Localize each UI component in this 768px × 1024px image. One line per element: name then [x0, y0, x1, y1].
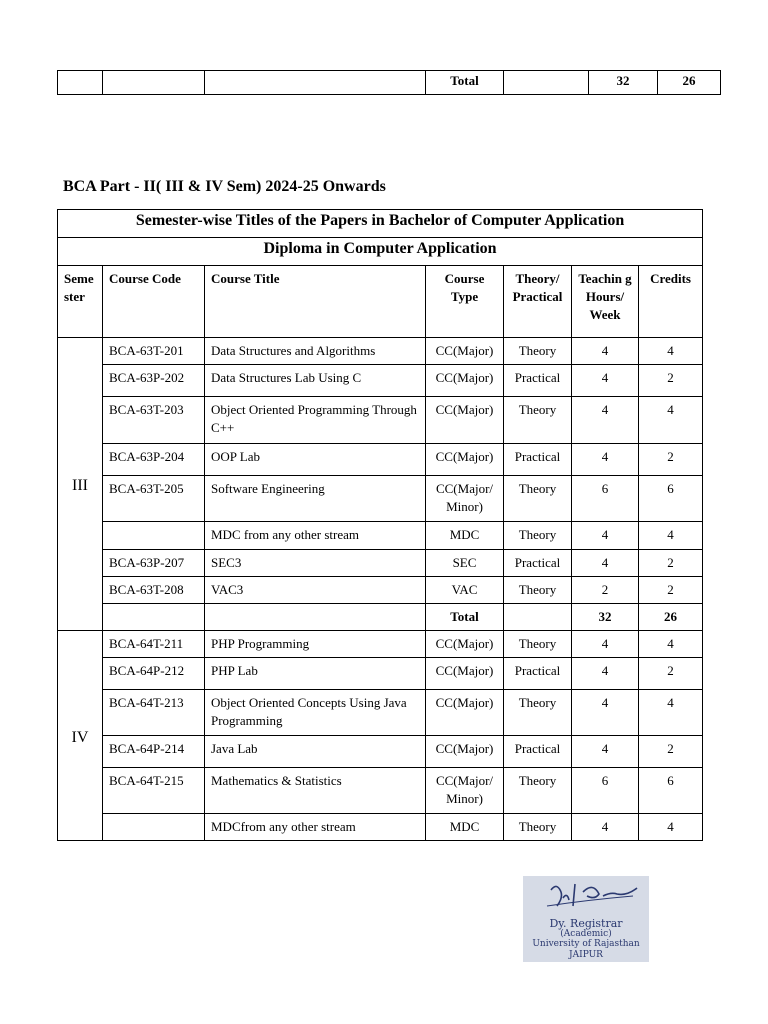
registrar-stamp — [523, 876, 649, 962]
theory-practical: Practical — [504, 365, 572, 397]
course-title: Mathematics & Statistics — [205, 768, 426, 814]
total-hours: 32 — [589, 71, 658, 95]
teaching-hours: 6 — [572, 476, 639, 522]
course-code: BCA-64T-213 — [103, 690, 205, 736]
semester-iv-label: IV — [58, 631, 103, 841]
header-credits: Credits — [639, 266, 703, 338]
course-type: CC(Major/ Minor) — [426, 476, 504, 522]
course-code: BCA-64P-214 — [103, 736, 205, 768]
theory-practical: Practical — [504, 444, 572, 476]
credits: 4 — [639, 814, 703, 841]
course-code: BCA-63T-203 — [103, 397, 205, 444]
credits: 4 — [639, 397, 703, 444]
semester-total-hours: 32 — [572, 604, 639, 631]
teaching-hours: 4 — [572, 550, 639, 577]
course-type: CC(Major) — [426, 397, 504, 444]
theory-practical: Theory — [504, 577, 572, 604]
course-title: VAC3 — [205, 577, 426, 604]
table-title: Semester-wise Titles of the Papers in Bachelor of Computer Application — [58, 210, 703, 238]
header-course-type: Course Type — [426, 266, 504, 338]
course-code: BCA-64T-211 — [103, 631, 205, 658]
theory-practical: Theory — [504, 768, 572, 814]
course-code: BCA-64P-212 — [103, 658, 205, 690]
empty-cell — [103, 604, 205, 631]
teaching-hours: 4 — [572, 444, 639, 476]
total-credits: 26 — [658, 71, 721, 95]
theory-practical: Practical — [504, 658, 572, 690]
course-row — [58, 736, 703, 768]
course-row — [58, 577, 703, 604]
credits: 2 — [639, 365, 703, 397]
credits: 4 — [639, 631, 703, 658]
course-type: VAC — [426, 577, 504, 604]
course-type: CC(Major) — [426, 444, 504, 476]
header-course-title: Course Title — [205, 266, 426, 338]
credits: 6 — [639, 476, 703, 522]
course-title: Object Oriented Programming Through C++ — [205, 397, 426, 444]
stamp-title: Dy. Registrar — [549, 917, 623, 930]
course-code: BCA-64T-215 — [103, 768, 205, 814]
course-code: BCA-63T-201 — [103, 338, 205, 365]
theory-practical: Theory — [504, 338, 572, 365]
teaching-hours: 4 — [572, 690, 639, 736]
course-title: Data Structures and Algorithms — [205, 338, 426, 365]
course-type: MDC — [426, 522, 504, 550]
course-title: MDC from any other stream — [205, 522, 426, 550]
semester-iii-label: III — [58, 338, 103, 631]
course-row — [58, 338, 703, 365]
course-row — [58, 444, 703, 476]
teaching-hours: 4 — [572, 631, 639, 658]
teaching-hours: 4 — [572, 397, 639, 444]
course-title: SEC3 — [205, 550, 426, 577]
total-label: Total — [426, 71, 504, 95]
teaching-hours: 4 — [572, 814, 639, 841]
teaching-hours: 4 — [572, 365, 639, 397]
teaching-hours: 4 — [572, 736, 639, 768]
semester-total-label: Total — [426, 604, 504, 631]
table-subtitle-row — [58, 238, 703, 266]
course-row — [58, 476, 703, 522]
header-theory-practical: Theory/ Practical — [504, 266, 572, 338]
course-code: BCA-63P-207 — [103, 550, 205, 577]
credits: 4 — [639, 690, 703, 736]
header-teaching-hours: Teachin g Hours/ Week — [572, 266, 639, 338]
course-type: MDC — [426, 814, 504, 841]
credits: 6 — [639, 768, 703, 814]
credits: 4 — [639, 338, 703, 365]
course-row — [58, 550, 703, 577]
course-title: Object Oriented Concepts Using Java Programming — [205, 690, 426, 736]
teaching-hours: 2 — [572, 577, 639, 604]
course-type: CC(Major) — [426, 658, 504, 690]
course-title: PHP Lab — [205, 658, 426, 690]
course-code — [103, 814, 205, 841]
course-title: Java Lab — [205, 736, 426, 768]
table-title-row — [58, 210, 703, 238]
course-type: SEC — [426, 550, 504, 577]
credits: 2 — [639, 658, 703, 690]
teaching-hours: 4 — [572, 658, 639, 690]
course-type: CC(Major) — [426, 736, 504, 768]
course-type: CC(Major/ Minor) — [426, 768, 504, 814]
header-semester: Seme ster — [58, 266, 103, 338]
course-title: Software Engineering — [205, 476, 426, 522]
course-row — [58, 814, 703, 841]
course-row — [58, 658, 703, 690]
credits: 2 — [639, 577, 703, 604]
empty-cell — [205, 604, 426, 631]
theory-practical: Theory — [504, 631, 572, 658]
section-heading: BCA Part - II( III & IV Sem) 2024-25 Onwards — [63, 178, 386, 195]
stamp-university: University of Rajasthan — [532, 939, 640, 949]
stamp-city: JAIPUR — [569, 950, 603, 960]
course-type: CC(Major) — [426, 690, 504, 736]
course-code: BCA-63P-204 — [103, 444, 205, 476]
course-table — [57, 209, 703, 841]
stamp-dept: (Academic) — [560, 929, 612, 939]
course-title: OOP Lab — [205, 444, 426, 476]
course-row — [58, 397, 703, 444]
teaching-hours: 4 — [572, 338, 639, 365]
credits: 2 — [639, 550, 703, 577]
header-course-code: Course Code — [103, 266, 205, 338]
course-type: CC(Major) — [426, 365, 504, 397]
course-row — [58, 365, 703, 397]
credits: 2 — [639, 736, 703, 768]
theory-practical: Theory — [504, 397, 572, 444]
course-title: Data Structures Lab Using C — [205, 365, 426, 397]
course-code — [103, 522, 205, 550]
course-code: BCA-63T-208 — [103, 577, 205, 604]
teaching-hours: 6 — [572, 768, 639, 814]
semester-total-row — [58, 604, 703, 631]
course-type: CC(Major) — [426, 338, 504, 365]
previous-table — [57, 70, 721, 95]
course-type: CC(Major) — [426, 631, 504, 658]
teaching-hours: 4 — [572, 522, 639, 550]
previous-total-row — [58, 71, 721, 95]
course-row — [58, 522, 703, 550]
theory-practical: Theory — [504, 476, 572, 522]
table-subtitle: Diploma in Computer Application — [58, 238, 703, 266]
empty-cell — [504, 604, 572, 631]
credits: 2 — [639, 444, 703, 476]
theory-practical: Practical — [504, 550, 572, 577]
course-title: MDCfrom any other stream — [205, 814, 426, 841]
course-title: PHP Programming — [205, 631, 426, 658]
semester-total-credits: 26 — [639, 604, 703, 631]
course-code: BCA-63P-202 — [103, 365, 205, 397]
theory-practical: Practical — [504, 736, 572, 768]
course-row — [58, 690, 703, 736]
course-row — [58, 768, 703, 814]
credits: 4 — [639, 522, 703, 550]
theory-practical: Theory — [504, 522, 572, 550]
course-code: BCA-63T-205 — [103, 476, 205, 522]
theory-practical: Theory — [504, 814, 572, 841]
table-header-row — [58, 266, 703, 338]
theory-practical: Theory — [504, 690, 572, 736]
course-row — [58, 631, 703, 658]
